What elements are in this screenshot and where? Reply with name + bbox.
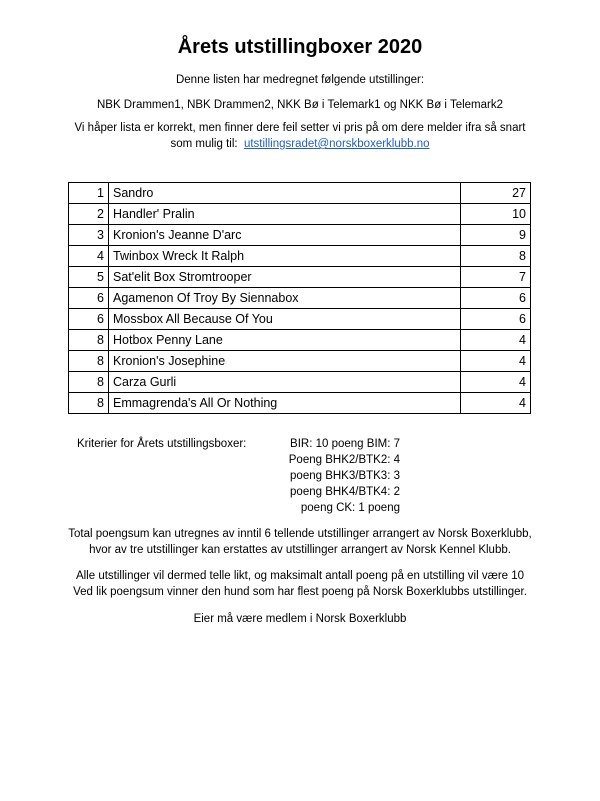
dog-points: 6 [461, 309, 531, 330]
dog-name: Sandro [109, 183, 461, 204]
criteria-item: poeng BHK4/BTK4: 2 [290, 486, 400, 498]
table-row [69, 204, 531, 225]
dog-name: Twinbox Wreck It Ralph [109, 246, 461, 267]
rank-position: 8 [69, 330, 109, 351]
rank-position: 6 [69, 309, 109, 330]
email-link[interactable]: utstillingsradet@norskboxerklubb.no [243, 138, 430, 150]
dog-name: Handler' Pralin [109, 204, 461, 225]
rank-position: 8 [69, 351, 109, 372]
dog-points: 27 [461, 183, 531, 204]
intro-text: Denne listen har medregnet følgende utstillinger: [175, 74, 425, 86]
dog-points: 4 [461, 330, 531, 351]
dog-name: Kronion's Jeanne D'arc [109, 225, 461, 246]
all-line-2: Ved lik poengsum vinner den hund som har flest poeng på Norsk Boxerklubbs utstillinger. [73, 586, 527, 598]
page-title: Årets utstillingboxer 2020 [177, 36, 423, 58]
dog-points: 4 [461, 372, 531, 393]
ranking-table [68, 182, 531, 414]
rank-position: 8 [69, 393, 109, 414]
note-prefix: som mulig til: [170, 138, 238, 150]
shows-list: NBK Drammen1, NBK Drammen2, NKK Bø i Telemark1 og NKK Bø i Telemark2 [96, 99, 504, 111]
total-line-2: hvor av tre utstillinger kan erstattes av utstillinger arrangert av Norsk Kennel Klubb. [89, 544, 511, 556]
all-line-1: Alle utstillinger vil dermed telle likt, og maksimalt antall poeng på en utstilling vil være 10 [75, 570, 525, 582]
criteria-label: Kriterier for Årets utstillingsboxer: [77, 438, 247, 450]
note-line-1: Vi håper lista er korrekt, men finner dere feil setter vi pris på om dere melder ifra så snart [74, 122, 526, 134]
dog-points: 9 [461, 225, 531, 246]
dog-points: 10 [461, 204, 531, 225]
table-row [69, 393, 531, 414]
dog-points: 4 [461, 393, 531, 414]
criteria-item: BIR: 10 poeng BIM: 7 [290, 438, 400, 450]
table-row [69, 309, 531, 330]
total-line-1: Total poengsum kan utregnes av inntil 6 tellende utstillinger arrangert av Norsk Boxerklubb, [68, 528, 532, 540]
note-line-2 [0, 138, 600, 150]
table-row [69, 372, 531, 393]
dog-points: 6 [461, 288, 531, 309]
owner-note: Eier må være medlem i Norsk Boxerklubb [193, 613, 407, 625]
rank-position: 6 [69, 288, 109, 309]
rank-position: 4 [69, 246, 109, 267]
dog-name: Sat'elit Box Stromtrooper [109, 267, 461, 288]
dog-name: Kronion's Josephine [109, 351, 461, 372]
table-row [69, 183, 531, 204]
dog-points: 7 [461, 267, 531, 288]
rank-position: 3 [69, 225, 109, 246]
table-row [69, 246, 531, 267]
table-row [69, 288, 531, 309]
rank-position: 2 [69, 204, 109, 225]
dog-points: 8 [461, 246, 531, 267]
table-row [69, 330, 531, 351]
dog-points: 4 [461, 351, 531, 372]
dog-name: Emmagrenda's All Or Nothing [109, 393, 461, 414]
dog-name: Carza Gurli [109, 372, 461, 393]
criteria-item: Poeng BHK2/BTK2: 4 [288, 454, 400, 466]
criteria-item: poeng CK: 1 poeng [300, 502, 400, 514]
rank-position: 1 [69, 183, 109, 204]
dog-name: Mossbox All Because Of You [109, 309, 461, 330]
rank-position: 8 [69, 372, 109, 393]
rank-position: 5 [69, 267, 109, 288]
table-row [69, 267, 531, 288]
dog-name: Agamenon Of Troy By Siennabox [109, 288, 461, 309]
criteria-item: poeng BHK3/BTK3: 3 [290, 470, 400, 482]
table-row [69, 225, 531, 246]
dog-name: Hotbox Penny Lane [109, 330, 461, 351]
table-row [69, 351, 531, 372]
